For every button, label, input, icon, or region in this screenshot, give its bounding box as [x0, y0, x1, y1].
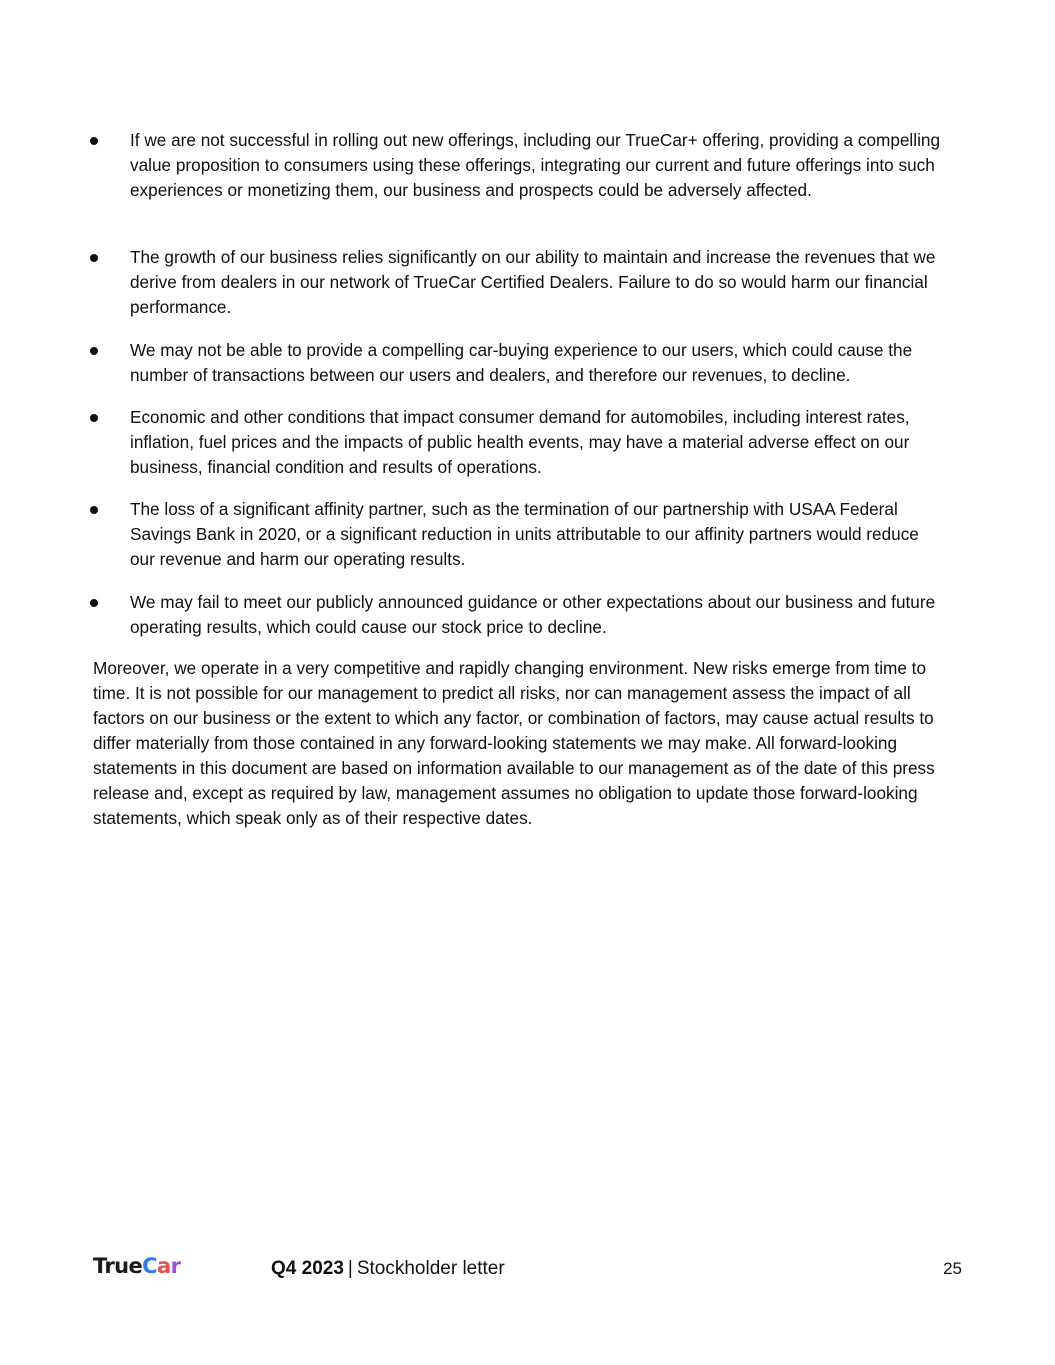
bullet-icon	[90, 506, 98, 514]
logo-text-true: True	[93, 1254, 143, 1278]
list-item	[130, 405, 945, 480]
list-item	[130, 338, 945, 388]
list-item-text: The loss of a significant affinity partner, such as the termination of our partnership with USAA Federal Savings Bank in 2020, or a significant reduction in units attributable to our affinity partners would reduce our revenue and harm our operating results.	[130, 499, 919, 569]
logo-text-a: a	[156, 1254, 171, 1278]
list-item-text: Economic and other conditions that impact consumer demand for automobiles, including interest rates, inflation, fuel prices and the impacts of public health events, may have a material adverse effect on our business, financial condition and results of operations.	[130, 407, 910, 477]
closing-paragraph: Moreover, we operate in a very competitive and rapidly changing environment. New risks emerge from time to time. It is not possible for our management to predict all risks, nor can management assess the impact of all factors on our business or the extent to which any factor, or combination of factors, may cause actual results to differ materially from those contained in any forward-looking statements we may make. All forward-looking statements in this document are based on information available to our management as of the date of this press release and, except as required by law, management assumes no obligation to update those forward-looking statements, which speak only as of their respective dates.	[93, 658, 935, 828]
logo-text-c: C	[142, 1254, 157, 1278]
footer-quarter: Q4 2023	[271, 1258, 344, 1279]
footer-separator: |	[347, 1258, 353, 1279]
list-item	[130, 245, 945, 320]
bullet-icon	[90, 254, 98, 262]
bullet-icon	[90, 414, 98, 422]
list-item-text: We may not be able to provide a compelling car-buying experience to our users, which could cause the number of transactions between our users and dealers, and therefore our revenues, to decline.	[130, 340, 913, 385]
list-item-text: We may fail to meet our publicly announced guidance or other expectations about our business and future operating results, which could cause our stock price to decline.	[130, 592, 936, 637]
truecar-logo	[93, 1252, 180, 1280]
footer-doc-title: Stockholder letter	[356, 1258, 505, 1279]
list-item	[130, 128, 945, 203]
logo-text-r: r	[170, 1254, 181, 1278]
page-number: 25	[943, 1259, 962, 1278]
list-item	[130, 590, 945, 640]
bullet-icon	[90, 137, 98, 145]
list-item	[130, 497, 945, 572]
list-item-text: The growth of our business relies significantly on our ability to maintain and increase the revenues that we derive from dealers in our network of TrueCar Certified Dealers. Failure to do so would harm our financial performance.	[130, 247, 936, 317]
list-item-text: If we are not successful in rolling out new offerings, including our TrueCar+ offering, providing a compelling value proposition to consumers using these offerings, integrating our current and future offerings into such experiences or monetizing them, our business and prospects could be adversely affected.	[130, 130, 941, 200]
bullet-icon	[90, 599, 98, 607]
footer-title	[271, 1256, 505, 1282]
bullet-icon	[90, 347, 98, 355]
